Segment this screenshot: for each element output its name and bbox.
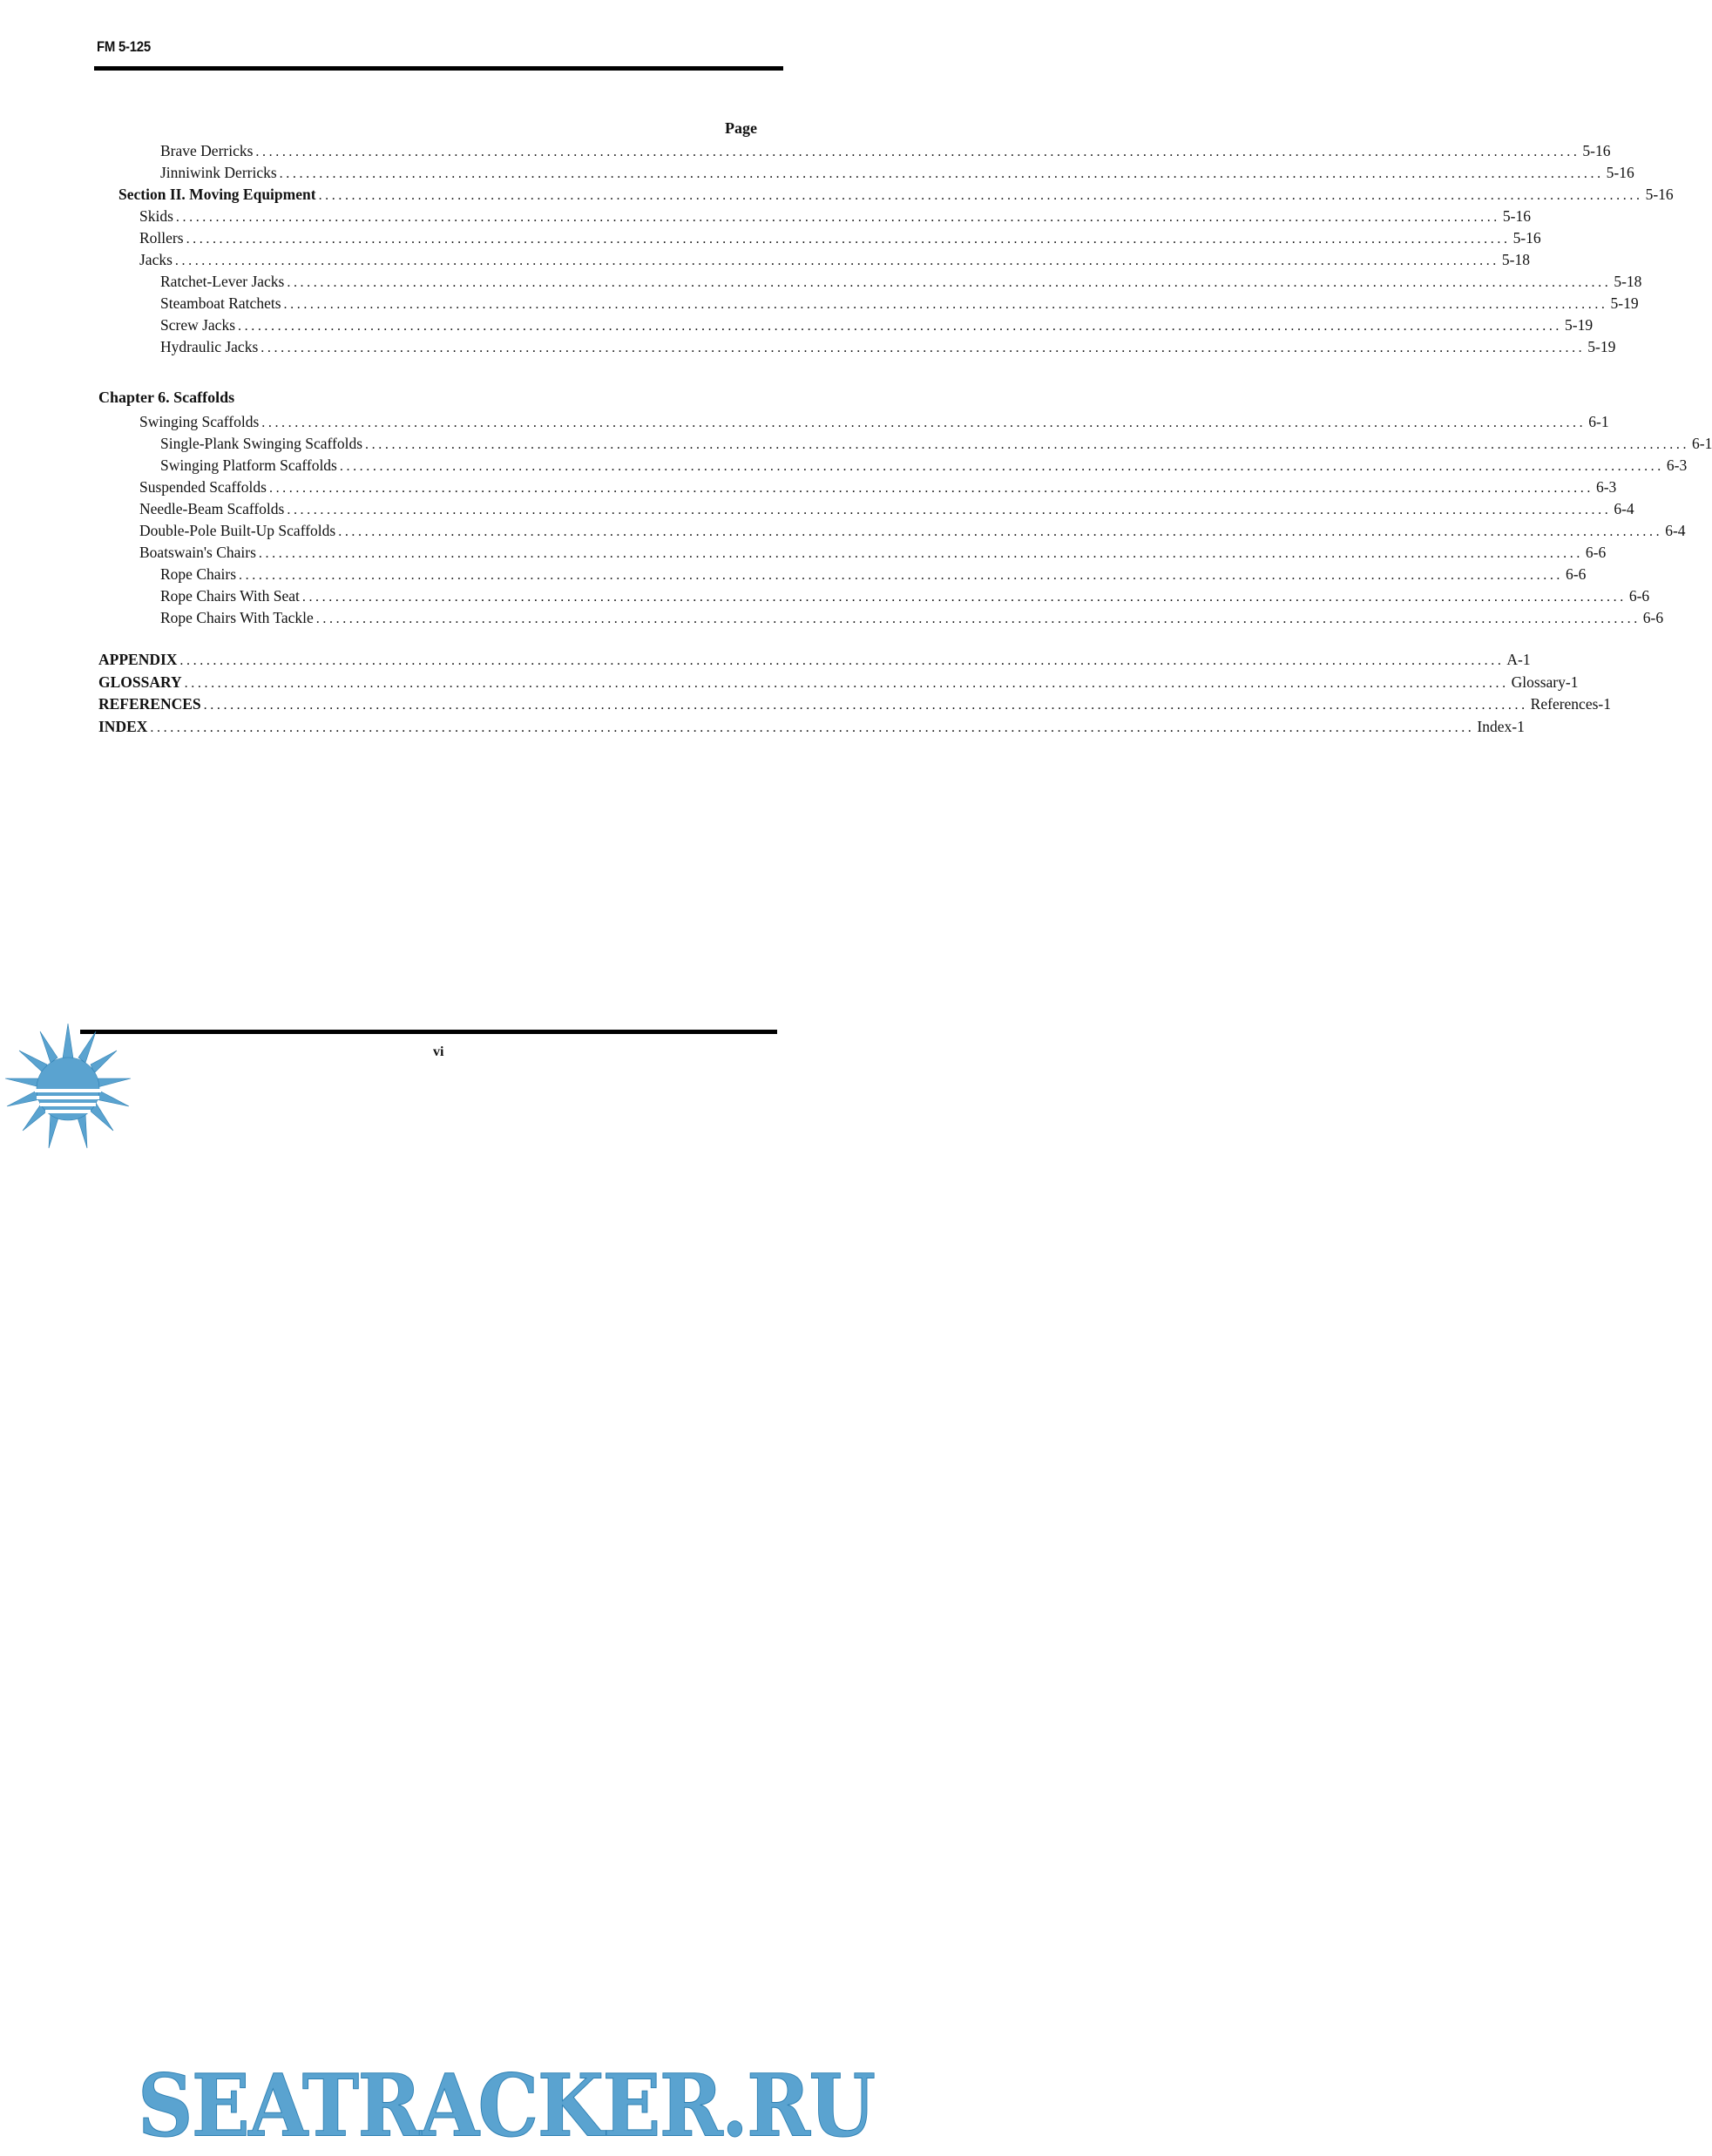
toc-entry-page: 5-18 (1501, 251, 1530, 268)
toc-entry-page: 5-19 (1587, 338, 1616, 355)
toc-entry-page: Glossary-1 (1511, 672, 1579, 691)
toc-entry[interactable] (160, 272, 1642, 293)
toc-entry-page: 5-16 (1606, 164, 1634, 181)
dot-leader: ........................................................................................................................................................................................................ (238, 319, 1563, 334)
toc-entry-label: Needle-Beam Scaffolds (139, 500, 285, 517)
toc-entry-label: Steamboat Ratchets (160, 294, 281, 312)
toc-entry[interactable] (118, 185, 1674, 206)
toc-entry-label: Hydraulic Jacks (160, 338, 259, 355)
toc-entry-page: Index-1 (1477, 717, 1525, 735)
toc-entry-page: 5-16 (1582, 142, 1611, 159)
toc-entry-label: Jinniwink Derricks (160, 164, 277, 181)
page-column-label: Page (725, 119, 757, 137)
toc-entry[interactable] (160, 564, 1587, 585)
toc-entry[interactable] (98, 694, 1611, 715)
toc-entry[interactable] (139, 250, 1530, 271)
dot-leader: ........................................................................................................................................................................................................ (184, 675, 1509, 691)
toc-entry-label: Rollers (139, 229, 184, 247)
dot-leader: ........................................................................................................................................................................................................ (339, 459, 1664, 474)
dot-leader: ........................................................................................................................................................................................................ (338, 524, 1663, 539)
dot-leader: ........................................................................................................................................................................................................ (255, 145, 1580, 159)
toc-entry[interactable] (98, 650, 1531, 671)
dot-leader: ........................................................................................................................................................................................................ (279, 166, 1604, 181)
toc-entry-page: A-1 (1506, 651, 1531, 668)
toc-entry-label: Skids (139, 207, 173, 225)
dot-leader: ........................................................................................................................................................................................................ (175, 210, 1500, 225)
toc-entry-page: 6-6 (1642, 609, 1664, 626)
toc-entry[interactable] (139, 499, 1634, 520)
page-header-id: FM 5-125 (97, 38, 151, 55)
toc-entry[interactable] (160, 141, 1611, 162)
toc-entry-page: 6-3 (1666, 456, 1688, 474)
toc-entry-page: 6-1 (1692, 435, 1712, 452)
toc-entry[interactable] (160, 163, 1634, 184)
toc-entry-label: Screw Jacks (160, 316, 236, 334)
toc-entry[interactable] (160, 608, 1664, 629)
toc-entry-label: INDEX (98, 717, 148, 735)
toc-entry-label: Rope Chairs With Tackle (160, 609, 314, 626)
dot-leader: ........................................................................................................................................................................................................ (283, 297, 1608, 312)
toc-entry-label: Swinging Scaffolds (139, 413, 260, 430)
dot-leader: ........................................................................................................................................................................................................ (179, 653, 1505, 668)
toc-entry[interactable] (160, 315, 1594, 336)
toc-entry-label: Suspended Scaffolds (139, 478, 267, 496)
toc-entry-page: 5-18 (1614, 273, 1642, 290)
toc-entry[interactable] (160, 456, 1688, 476)
sun-logo-icon (0, 1019, 139, 1154)
toc-entry-page: 5-16 (1512, 229, 1541, 247)
watermark (0, 1019, 897, 2156)
toc-entry[interactable] (139, 477, 1617, 498)
toc-entry-label: Boatswain's Chairs (139, 544, 256, 561)
dot-leader: ........................................................................................................................................................................................................ (150, 720, 1475, 735)
toc-entry-label: Single-Plank Swinging Scaffolds (160, 435, 363, 452)
toc-entry-page: 6-4 (1665, 522, 1686, 539)
toc-entry-page: 6-6 (1628, 587, 1650, 605)
toc-entry[interactable] (98, 672, 1579, 693)
toc-entry-page: 5-19 (1565, 316, 1594, 334)
dot-leader: ........................................................................................................................................................................................................ (203, 698, 1528, 713)
dot-leader: ........................................................................................................................................................................................................ (186, 232, 1511, 247)
dot-leader: ........................................................................................................................................................................................................ (268, 481, 1594, 496)
toc-entry[interactable] (139, 228, 1541, 249)
toc-entry-page: 5-19 (1610, 294, 1639, 312)
toc-entry-label: REFERENCES (98, 695, 201, 713)
dot-leader: ........................................................................................................................................................................................................ (239, 568, 1564, 583)
toc-entry-label: Ratchet-Lever Jacks (160, 273, 285, 290)
toc-entry-page: 6-3 (1595, 478, 1617, 496)
toc-entry[interactable] (98, 717, 1525, 738)
toc-entry-page: 6-6 (1585, 544, 1607, 561)
toc-entry-page: References-1 (1530, 695, 1611, 713)
toc-entry-page: 5-16 (1502, 207, 1531, 225)
dot-leader: ........................................................................................................................................................................................................ (301, 590, 1627, 605)
dot-leader: ........................................................................................................................................................................................................ (287, 503, 1612, 517)
toc-entry-page: 6-6 (1566, 565, 1587, 583)
dot-leader: ........................................................................................................................................................................................................ (315, 612, 1641, 626)
toc-entry[interactable] (160, 586, 1650, 607)
dot-leader: ........................................................................................................................................................................................................ (261, 341, 1586, 355)
dot-leader: ........................................................................................................................................................................................................ (287, 275, 1612, 290)
page-folio: vi (433, 1044, 444, 1059)
dot-leader: ........................................................................................................................................................................................................ (174, 253, 1499, 268)
toc-entry-page: 6-1 (1588, 413, 1609, 430)
toc-entry-label: Swinging Platform Scaffolds (160, 456, 337, 474)
toc-entry[interactable] (139, 206, 1531, 227)
toc-entry[interactable] (139, 412, 1609, 433)
dot-leader: ........................................................................................................................................................................................................ (365, 437, 1690, 452)
toc-entry-label: Rope Chairs (160, 565, 237, 583)
chapter-heading: Chapter 6. Scaffolds (98, 389, 235, 406)
toc-entry[interactable] (139, 521, 1686, 542)
toc-entry-label: Brave Derricks (160, 142, 254, 159)
toc-entry-label: Rope Chairs With Seat (160, 587, 300, 605)
toc-entry-label: GLOSSARY (98, 672, 182, 691)
dot-leader: ........................................................................................................................................................................................................ (258, 546, 1583, 561)
toc-entry-label: APPENDIX (98, 651, 178, 668)
toc-entry[interactable] (160, 294, 1639, 314)
toc-entry-label: Jacks (139, 251, 173, 268)
toc-entry-label: Double-Pole Built-Up Scaffolds (139, 522, 336, 539)
toc-entry-label: Section II. Moving Equipment (118, 186, 316, 203)
toc-entry[interactable] (160, 434, 1712, 455)
toc-entry[interactable] (139, 543, 1607, 564)
toc-entry-page: 6-4 (1614, 500, 1634, 517)
toc-entry-page: 5-16 (1645, 186, 1674, 203)
dot-leader: ........................................................................................................................................................................................................ (318, 188, 1643, 203)
watermark-text: SEATRACKER.RU (138, 2055, 875, 2156)
toc-entry[interactable] (160, 337, 1616, 358)
dot-leader: ........................................................................................................................................................................................................ (261, 416, 1587, 430)
